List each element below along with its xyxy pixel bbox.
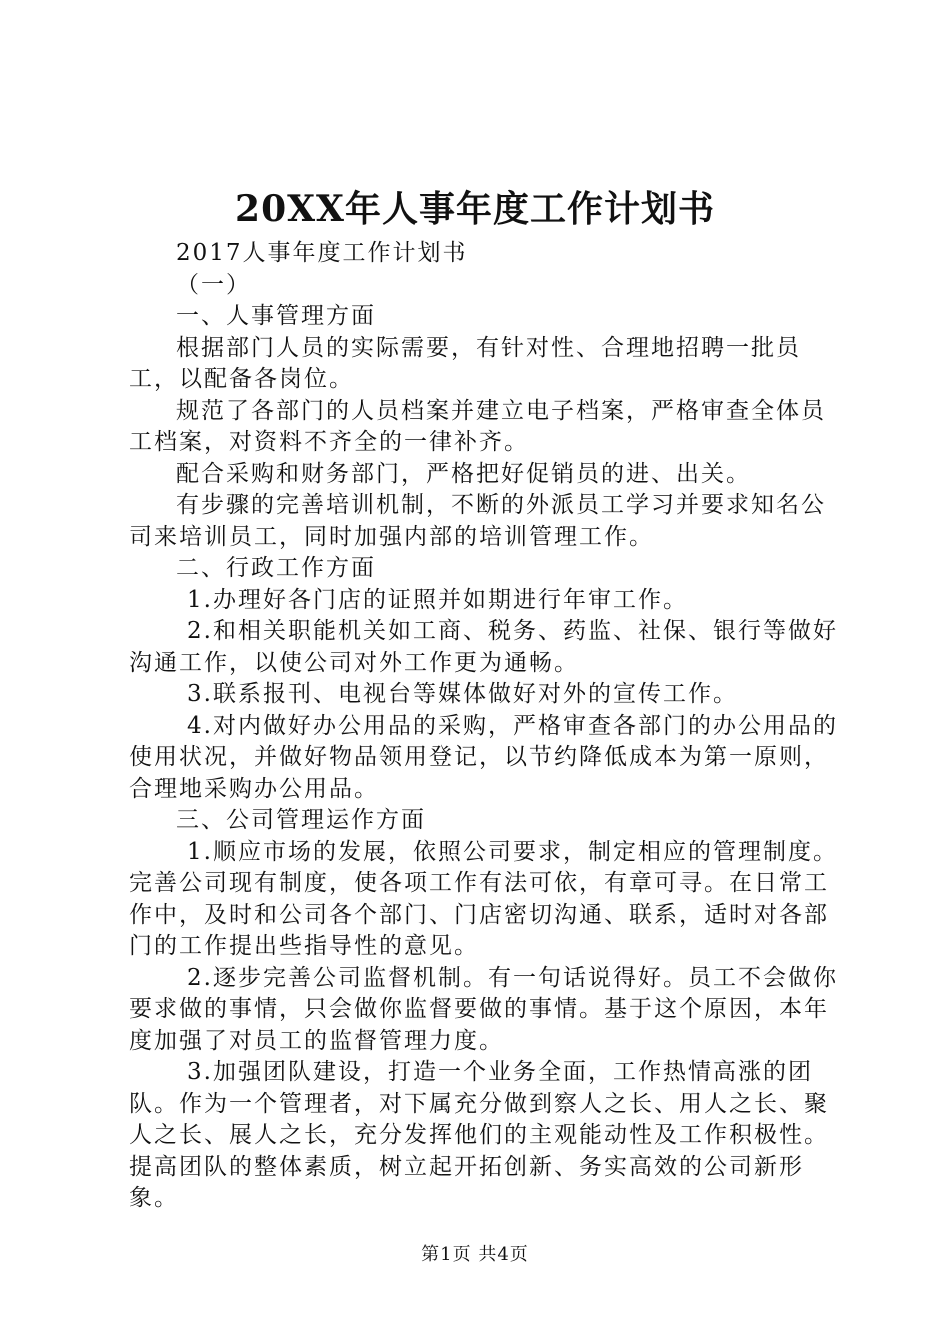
list-item: 3.联系报刊、电视台等媒体做好对外的宣传工作。 (187, 681, 738, 707)
section-heading-management: 三、公司管理运作方面 (176, 807, 426, 833)
section-heading-hr: 一、人事管理方面 (176, 303, 376, 329)
list-item: 1.办理好各门店的证照并如期进行年审工作。 (187, 586, 688, 613)
list-item: 1.顺应市场的发展，依照公司要求，制定相应的管理制度。完善公司现有制度，使各项工作有法可依，有章可寻。在日常工作中，及时和公司各个部门、门店密切沟通、联系，适时对各部门的工作提出些指导性的意见。 (129, 838, 838, 959)
section-marker: （一） (176, 271, 251, 298)
page-footer: 第1页 共4页 (421, 1244, 529, 1265)
section-heading-admin: 二、行政工作方面 (176, 555, 376, 581)
paragraph: 有步骤的完善培训机制，不断的外派员工学习并要求知名公司来培训员工，同时加强内部的培训管理工作。 (129, 492, 826, 550)
list-item: 2.和相关职能机关如工商、税务、药监、社保、银行等做好沟通工作，以使公司对外工作更为通畅。 (129, 618, 838, 676)
document-title: 20XX年人事年度工作计划书 (235, 188, 715, 230)
paragraph: 规范了各部门的人员档案并建立电子档案，严格审查全体员工档案，对资料不齐全的一律补齐。 (129, 397, 826, 455)
list-item: 2.逐步完善公司监督机制。有一句话说得好。员工不会做你要求做的事情，只会做你监督要做的事情。基于这个原因，本年度加强了对员工的监督管理力度。 (129, 964, 838, 1054)
list-item: 4.对内做好办公用品的采购，严格审查各部门的办公用品的使用状况，并做好物品领用登记，以节约降低成本为第一原则，合理地采购办公用品。 (129, 712, 838, 802)
paragraph: 根据部门人员的实际需要，有针对性、合理地招聘一批员工，以配备各岗位。 (129, 334, 801, 392)
subtitle-line: 2017人事年度工作计划书 (176, 240, 468, 266)
document-body (129, 238, 839, 1215)
list-item: 3.加强团队建设，打造一个业务全面，工作热情高涨的团队。作为一个管理者，对下属充分做到察人之长、用人之长、聚人之长、展人之长，充分发挥他们的主观能动性及工作积极性。提高团队的整体素质，树立起开拓创新、务实高效的公司新形象。 (129, 1059, 829, 1211)
paragraph: 配合采购和财务部门，严格把好促销员的进、出关。 (176, 460, 751, 487)
